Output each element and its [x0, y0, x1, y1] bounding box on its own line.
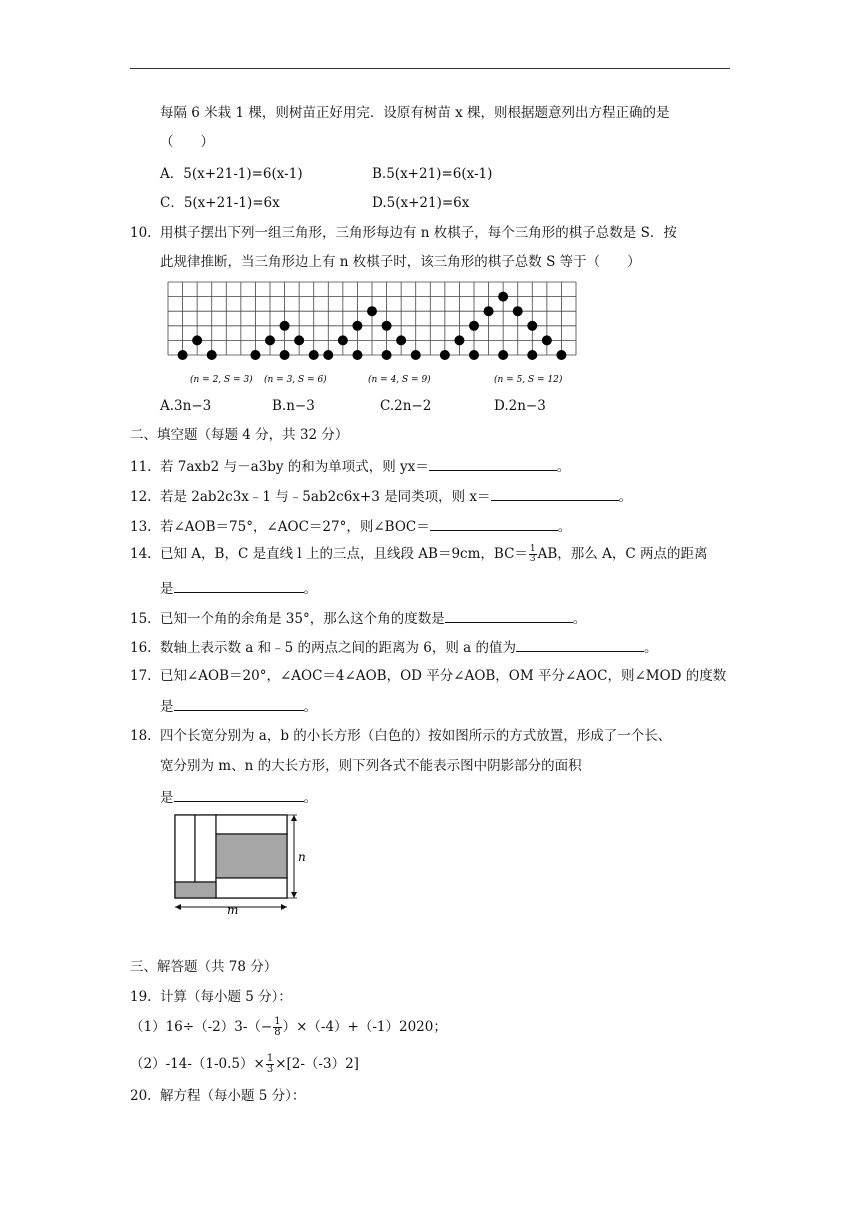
- checker-piece-n3: [280, 350, 290, 360]
- checker-triangle-figure: [160, 276, 590, 388]
- checker-piece-n3: [250, 350, 260, 360]
- checker-piece-n4: [352, 321, 362, 331]
- q19-p1-a: （1）16÷（-2）3-（−: [130, 1019, 273, 1035]
- q12-answer-blank[interactable]: [491, 486, 619, 501]
- q9-option-b: B.5(x+21)=6(x-1): [372, 166, 493, 182]
- q19-p2-frac-denominator: 3: [266, 1064, 274, 1075]
- q16-text: 数轴上表示数 a 和﹣5 的两点之间的距离为 6，则 a 的值为: [160, 640, 517, 656]
- q19-p1-frac-numerator: 1: [274, 1016, 281, 1027]
- q19-p1-fraction: [273, 1017, 281, 1038]
- q14-answer-blank[interactable]: [174, 578, 304, 593]
- q18-end: 。: [303, 790, 317, 806]
- q18-number: 18.: [130, 728, 152, 744]
- n-arrow-bottom: [291, 892, 297, 898]
- caption-n2: (n = 2, S = 3): [190, 375, 253, 385]
- q19-title: [130, 988, 292, 1006]
- checker-piece-n5: [527, 321, 537, 331]
- caption-n3: (n = 3, S = 6): [264, 375, 327, 385]
- checker-piece-n5: [440, 350, 450, 360]
- checker-piece-n4: [338, 335, 348, 345]
- q19-p1-frac-denominator: 8: [274, 1027, 281, 1038]
- checker-piece-n3: [280, 321, 290, 331]
- m-arrow-right: [281, 904, 287, 910]
- figure-grid: [168, 282, 576, 355]
- q10-option-a: A.3n−3: [160, 398, 212, 414]
- q10-option-d: D.2n−3: [494, 398, 546, 414]
- q13-answer-blank[interactable]: [430, 516, 558, 531]
- checker-piece-n4: [411, 350, 421, 360]
- label-m: m: [227, 903, 239, 916]
- q19-part1: [130, 1017, 447, 1038]
- q13-text: 若∠AOB＝75°，∠AOC＝27°，则∠BOC＝: [160, 519, 430, 535]
- q9-text-line2: （ ）: [160, 134, 214, 150]
- small-rect-top: [216, 815, 287, 834]
- q19-p2-frac-numerator: 1: [266, 1053, 274, 1064]
- checker-piece-n5: [469, 321, 479, 331]
- q18-line1: 四个长宽分别为 a，b 的小长方形（白色的）按如图所示的方式放置，形成了一个长、: [160, 728, 672, 744]
- q10-option-b: B.n−3: [272, 398, 315, 414]
- q15-number: 15.: [130, 611, 152, 627]
- q19-title-text: 计算（每小题 5 分）：: [160, 989, 292, 1005]
- q10-text-line1: 用棋子摆出下列一组三角形，三角形每边有 n 枚棋子，每个三角形的棋子总数是 S．按: [160, 225, 677, 241]
- q18-line3-text: 是: [160, 790, 174, 806]
- small-rect-left-2: [195, 815, 216, 882]
- checker-piece-n5: [469, 350, 479, 360]
- section2-heading: 二、填空题（每题 4 分，共 32 分）: [130, 427, 349, 443]
- q14-number: 14.: [130, 546, 152, 562]
- checker-piece-n4: [382, 321, 392, 331]
- q12-end: 。: [618, 489, 633, 505]
- q18-answer-blank[interactable]: [174, 787, 304, 802]
- caption-n4: (n = 4, S = 9): [368, 375, 431, 385]
- checker-piece-n5: [556, 350, 566, 360]
- shaded-region-right: [216, 834, 287, 878]
- checker-piece-n2: [192, 335, 202, 345]
- q13-number: 13.: [130, 519, 152, 535]
- checker-piece-n4: [323, 350, 333, 360]
- q19-p2-b: ×[2-（-3）2]: [275, 1056, 359, 1072]
- q17-number: 17.: [130, 668, 152, 684]
- q12-number: 12.: [130, 489, 152, 505]
- q18-line2: 宽分别为 m、n 的大长方形，则下列各式不能表示图中阴影部分的面积: [160, 758, 582, 774]
- q11-number: 11.: [130, 459, 152, 475]
- q19-p2-a: （2）-14-（1-0.5）×: [130, 1056, 265, 1072]
- small-rect-left-1: [175, 815, 195, 882]
- checker-piece-n3: [309, 350, 319, 360]
- checker-piece-n3: [294, 335, 304, 345]
- q17-line2: [160, 696, 317, 716]
- q17-text: 已知∠AOB＝20°，∠AOC＝4∠AOB，OD 平分∠AOB，OM 平分∠AOC，则∠MOD 的度数: [160, 668, 727, 684]
- q20-title-text: 解方程（每小题 5 分）：: [160, 1088, 306, 1104]
- q11-text: 若 7axb2 与－a3by 的和为单项式，则 yx＝: [160, 459, 429, 475]
- checker-piece-n5: [527, 350, 537, 360]
- q10-text-line2: 此规律推断，当三角形边上有 n 枚棋子时，该三角形的棋子总数 S 等于（ ）: [160, 254, 641, 270]
- checker-piece-n4: [352, 350, 362, 360]
- checker-piece-n2: [178, 350, 188, 360]
- checker-piece-n2: [207, 350, 217, 360]
- q15-text: 已知一个角的余角是 35°，那么这个角的度数是: [160, 611, 445, 627]
- q9-option-a: A．5(x+21-1)=6(x-1): [160, 166, 303, 182]
- q14-frac-numerator: 1: [529, 544, 536, 554]
- q14-frac-denominator: 3: [529, 554, 536, 564]
- q19-p2-fraction: [266, 1054, 274, 1075]
- n-arrow-top: [291, 815, 297, 821]
- q15-answer-blank[interactable]: [445, 608, 573, 623]
- q14-line2-text: 是: [160, 581, 174, 597]
- checker-piece-n4: [382, 350, 392, 360]
- q19-part2: [130, 1054, 359, 1075]
- small-rect-bottom: [216, 878, 287, 898]
- q14-end: 。: [303, 581, 317, 597]
- q20-number: 20.: [130, 1088, 152, 1104]
- checker-piece-n5: [498, 350, 508, 360]
- q9-option-c: C．5(x+21-1)=6x: [160, 195, 280, 211]
- q12-text: 若是 2ab2c3x﹣1 与﹣5ab2c6x+3 是同类项，则 x＝: [160, 489, 491, 505]
- q19-number: 19.: [130, 989, 152, 1005]
- q9-option-d: D.5(x+21)=6x: [372, 195, 470, 211]
- checker-piece-n3: [265, 335, 275, 345]
- q17-line2-text: 是: [160, 699, 174, 715]
- checker-piece-n4: [396, 335, 406, 345]
- q16: [130, 637, 658, 657]
- q15-end: 。: [572, 611, 587, 627]
- q19-p1-b: ）×（-4）+（-1）2020；: [282, 1019, 447, 1035]
- q11: [130, 456, 570, 476]
- q16-number: 16.: [130, 640, 152, 656]
- caption-n5: (n = 5, S = 12): [494, 375, 563, 385]
- checker-piece-n5: [513, 306, 523, 316]
- q14: [130, 545, 707, 564]
- q14-line2: [160, 578, 317, 598]
- q17: [130, 667, 726, 685]
- label-n: n: [298, 850, 306, 864]
- q20-title: [130, 1087, 305, 1105]
- checker-piece-n5: [484, 306, 494, 316]
- m-arrow-left: [175, 904, 181, 910]
- checker-piece-n5: [454, 335, 464, 345]
- checker-piece-n5: [542, 335, 552, 345]
- rectangles-figure: [170, 810, 310, 916]
- q12: [130, 486, 632, 506]
- q10-option-c: C.2n−2: [380, 398, 432, 414]
- q13: [130, 516, 571, 536]
- q15: [130, 608, 586, 628]
- checker-piece-n4: [367, 306, 377, 316]
- shaded-region-left: [175, 882, 216, 898]
- q18-line3: [160, 787, 317, 807]
- q13-end: 。: [557, 519, 572, 535]
- q9-text-line1: 每隔 6 米栽 1 棵，则树苗正好用完．设原有树苗 x 棵，则根据题意列出方程正确的是: [160, 105, 670, 121]
- q17-answer-blank[interactable]: [174, 696, 304, 711]
- q11-end: 。: [556, 459, 571, 475]
- q14-text-b: AB，那么 A，C 两点的距离: [537, 546, 708, 562]
- q16-answer-blank[interactable]: [516, 637, 644, 652]
- q14-text-a: 已知 A，B，C 是直线 l 上的三点，且线段 AB＝9cm，BC＝: [160, 546, 528, 562]
- q17-end: 。: [303, 699, 317, 715]
- checker-piece-n5: [498, 292, 508, 302]
- q10-number: 10.: [130, 225, 152, 241]
- q14-fraction: [529, 545, 537, 564]
- section3-heading: 三、解答题（共 78 分）: [130, 959, 278, 975]
- header-rule: [130, 68, 730, 69]
- q11-answer-blank[interactable]: [429, 456, 557, 471]
- q16-end: 。: [644, 640, 658, 656]
